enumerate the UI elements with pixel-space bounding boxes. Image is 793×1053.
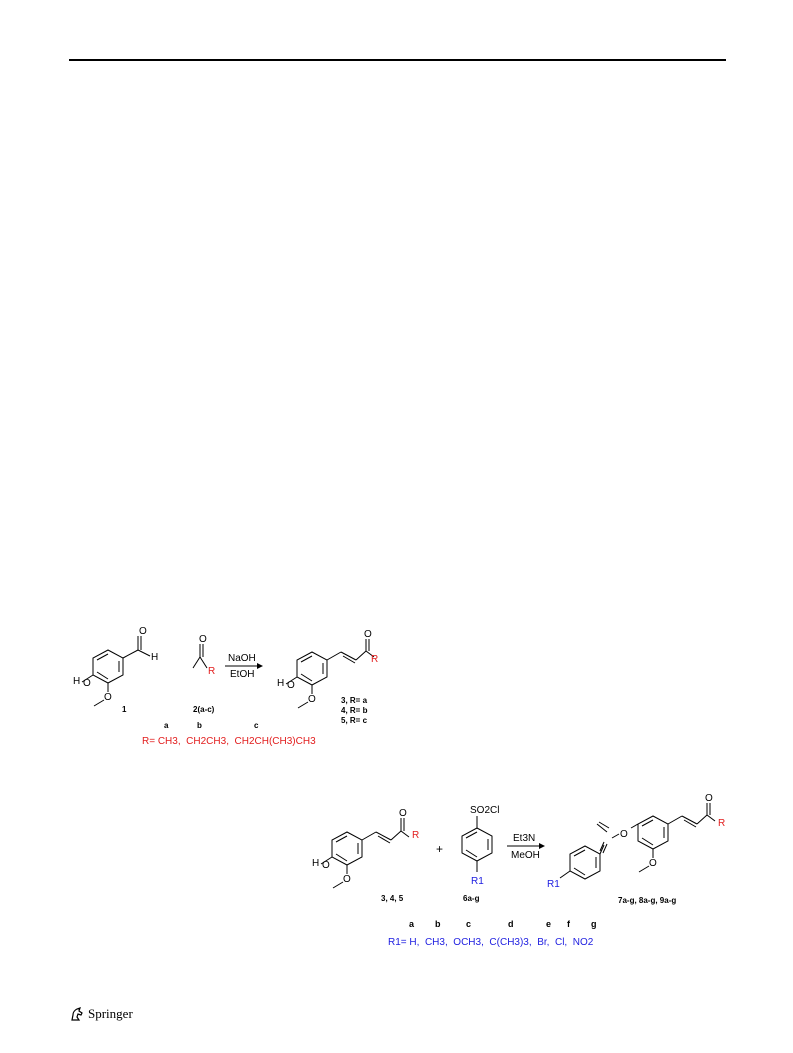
sulfonyl-chloride-group: SO2Cl <box>470 805 500 816</box>
springer-horse-icon <box>69 1006 85 1022</box>
reagent-meoh: MeOH <box>511 850 540 861</box>
r1-letter: g <box>591 919 597 929</box>
atom-o: O <box>364 629 372 640</box>
r1-letter: b <box>435 919 441 929</box>
arrow-head <box>257 663 263 669</box>
publisher-name: Springer <box>88 1006 133 1021</box>
r-group: R <box>412 830 420 841</box>
compound-label: 2(a-c) <box>193 705 215 714</box>
atom-h: H <box>151 652 159 663</box>
r-letter: c <box>254 721 259 730</box>
atom-o: O <box>139 626 147 637</box>
atom-h: H <box>277 678 285 689</box>
atom-o: O <box>308 694 316 705</box>
product-label: 7a-g, 8a-g, 9a-g <box>618 896 677 905</box>
product-label: 3, R= a <box>341 696 368 705</box>
arrow-head <box>539 843 545 849</box>
atom-o: O <box>620 829 628 840</box>
compound-label: 1 <box>122 705 127 714</box>
publisher-footer <box>69 1006 133 1022</box>
atom-h: H <box>73 676 81 687</box>
r1-letter: d <box>508 919 514 929</box>
atom-o: O <box>287 680 295 691</box>
scheme-2-drawing <box>295 780 735 955</box>
scheme-2 <box>295 780 735 955</box>
product-label: 4, R= b <box>341 706 368 715</box>
r1-group: R1 <box>471 876 484 887</box>
atom-o: O <box>83 678 91 689</box>
r1-values: R1= H, CH3, OCH3, C(CH3)3, Br, Cl, NO2 <box>388 937 594 948</box>
product-label: 5, R= c <box>341 716 368 725</box>
atom-o: O <box>705 793 713 804</box>
r-letter: a <box>164 721 169 730</box>
product-r1-group: R1 <box>547 879 560 890</box>
reagent-etoh: EtOH <box>230 669 255 680</box>
r1-letter: c <box>466 919 472 929</box>
plus-sign: + <box>436 842 444 856</box>
r1-letter: f <box>567 919 570 929</box>
r-group: R <box>208 666 216 677</box>
r1-letter: e <box>546 919 552 929</box>
compound-label: 3, 4, 5 <box>381 894 404 903</box>
atom-h: H <box>312 858 320 869</box>
atom-o: O <box>104 692 112 703</box>
reagent-et3n: Et3N <box>513 833 536 844</box>
product-r-group: R <box>371 654 379 665</box>
header-rule <box>69 59 726 61</box>
r-letter: b <box>197 721 202 730</box>
r1-letter: a <box>409 919 415 929</box>
atom-o: O <box>199 634 207 645</box>
atom-o: O <box>343 874 351 885</box>
r-values: R= CH3, CH2CH3, CH2CH(CH3)CH3 <box>142 736 316 747</box>
scheme-1-drawing <box>60 620 380 750</box>
atom-o: O <box>649 858 657 869</box>
reagent-naoh: NaOH <box>228 653 256 664</box>
atom-o: O <box>399 808 407 819</box>
compound-label: 6a-g <box>463 894 480 903</box>
product-r-group: R <box>718 818 726 829</box>
scheme-1 <box>60 620 380 750</box>
atom-o: O <box>322 860 330 871</box>
